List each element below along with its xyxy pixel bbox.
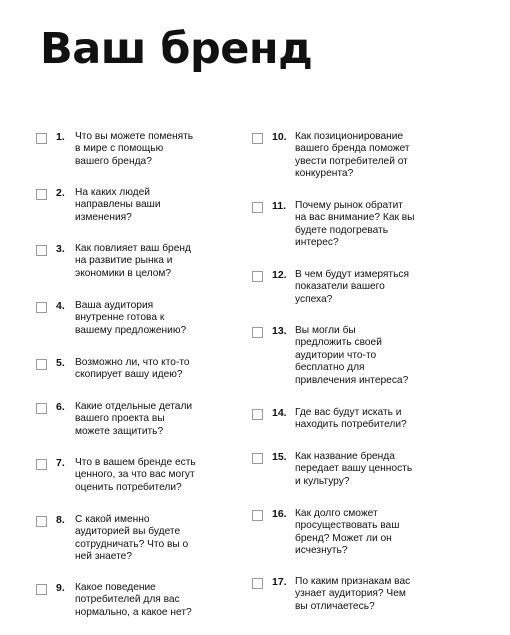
question-number: 15. bbox=[272, 451, 287, 463]
checkbox[interactable] bbox=[252, 202, 263, 213]
checkbox[interactable] bbox=[36, 302, 47, 313]
checkbox[interactable] bbox=[252, 510, 263, 521]
question-item bbox=[252, 508, 472, 558]
question-number: 5. bbox=[56, 357, 65, 369]
question-text: На каких людей направлены ваши изменения? bbox=[75, 187, 161, 223]
question-text: Почему рынок обратит на вас внимание? Как вы будете подогревать интерес? bbox=[295, 200, 415, 249]
checkbox[interactable] bbox=[252, 453, 263, 464]
checkbox[interactable] bbox=[36, 189, 47, 200]
question-number: 1. bbox=[56, 131, 65, 143]
question-text: Что вы можете поменять в мире с помощью вашего бренда? bbox=[75, 131, 194, 167]
question-text: Как повлияет ваш бренд на развитие рынка и экономики в целом? bbox=[75, 243, 191, 279]
question-number: 13. bbox=[272, 325, 287, 337]
question-item bbox=[36, 243, 256, 280]
question-number: 6. bbox=[56, 401, 65, 413]
checkbox[interactable] bbox=[36, 584, 47, 595]
question-item bbox=[36, 300, 256, 337]
checkbox[interactable] bbox=[252, 578, 263, 589]
page-title: Ваш бренд bbox=[40, 24, 313, 74]
checkbox[interactable] bbox=[252, 133, 263, 144]
question-item bbox=[36, 131, 256, 168]
question-item bbox=[252, 200, 472, 250]
question-text: Какое поведение потребителей для вас нормально, а какое нет? bbox=[75, 582, 192, 618]
checkbox[interactable] bbox=[252, 271, 263, 282]
question-number: 16. bbox=[272, 508, 287, 520]
question-item bbox=[36, 187, 256, 224]
question-text: По каким признакам вас узнает аудитория? Чем вы отличаетесь? bbox=[295, 576, 411, 612]
question-text: Как долго сможет просуществовать ваш бренд? Может ли он исчезнуть? bbox=[295, 508, 400, 557]
question-number: 12. bbox=[272, 269, 287, 281]
question-item bbox=[252, 325, 472, 387]
question-number: 3. bbox=[56, 243, 65, 255]
checkbox[interactable] bbox=[36, 459, 47, 470]
question-text: Как позиционирование вашего бренда поможет увести потребителей от конкурента? bbox=[295, 131, 410, 180]
question-text: Вы могли бы предложить своей аудитории что-то бесплатно для привлечения интереса? bbox=[295, 325, 409, 386]
checkbox[interactable] bbox=[36, 133, 47, 144]
question-text: В чем будут измеряться показатели вашего успеха? bbox=[295, 269, 410, 305]
question-item bbox=[36, 514, 256, 564]
question-text: Как название бренда передает вашу ценность и культуру? bbox=[295, 451, 413, 487]
question-item bbox=[36, 401, 256, 438]
question-number: 17. bbox=[272, 576, 287, 588]
checkbox[interactable] bbox=[252, 409, 263, 420]
question-item bbox=[36, 357, 256, 382]
checkbox[interactable] bbox=[252, 327, 263, 338]
question-text: Где вас будут искать и находить потребители? bbox=[295, 407, 407, 431]
question-item bbox=[36, 457, 256, 494]
question-number: 9. bbox=[56, 582, 65, 594]
checkbox[interactable] bbox=[36, 359, 47, 370]
checkbox[interactable] bbox=[36, 403, 47, 414]
question-text: С какой именно аудиторией вы будете сотрудничать? Что вы о ней знаете? bbox=[75, 514, 189, 563]
question-number: 8. bbox=[56, 514, 65, 526]
question-item bbox=[252, 576, 472, 613]
question-item bbox=[36, 582, 256, 619]
question-text: Что в вашем бренде есть ценного, за что вас могут оценить потребители? bbox=[75, 457, 196, 493]
question-number: 14. bbox=[272, 407, 287, 419]
question-number: 10. bbox=[272, 131, 287, 143]
question-item bbox=[252, 451, 472, 488]
question-text: Возможно ли, что кто-то скопирует вашу идею? bbox=[75, 357, 190, 381]
question-number: 4. bbox=[56, 300, 65, 312]
question-item bbox=[252, 269, 472, 306]
question-number: 11. bbox=[272, 200, 287, 212]
question-text: Ваша аудитория внутренне готова к вашему предложению? bbox=[75, 300, 187, 336]
checkbox[interactable] bbox=[36, 245, 47, 256]
question-text: Какие отдельные детали вашего проекта вы можете защитить? bbox=[75, 401, 193, 437]
checkbox[interactable] bbox=[36, 516, 47, 527]
question-number: 7. bbox=[56, 457, 65, 469]
question-item bbox=[252, 407, 472, 432]
question-number: 2. bbox=[56, 187, 65, 199]
question-item bbox=[252, 131, 472, 181]
